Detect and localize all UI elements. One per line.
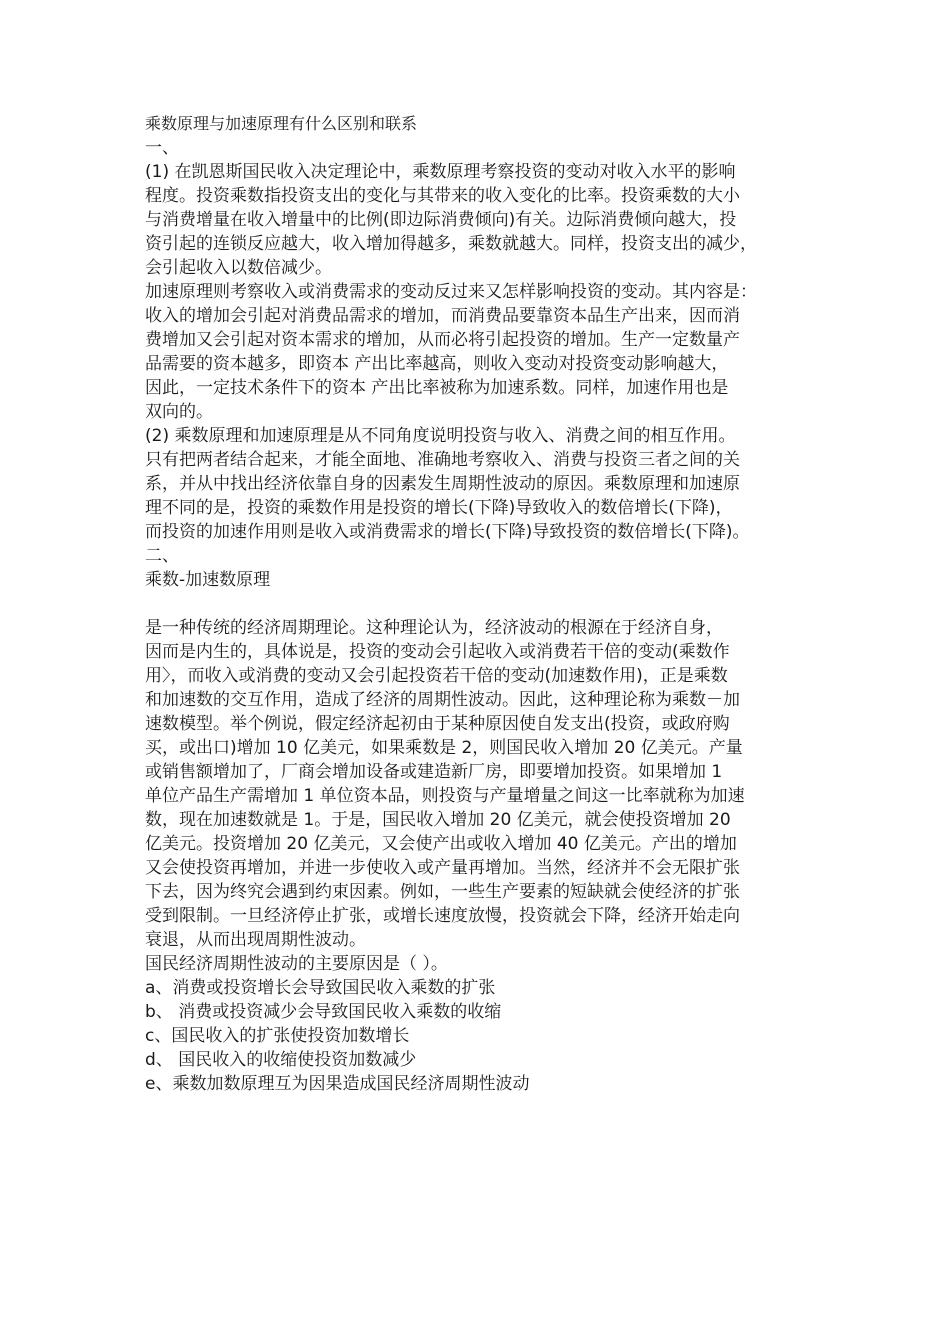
text-line: 会引起收入以数倍减少。: [145, 258, 332, 278]
text-line: 或销售额增加了，厂商会增加设备或建造新厂房，即要增加投资。如果增加 1: [145, 762, 723, 782]
section-2-paragraph: [145, 616, 835, 952]
section-1-paragraph-2: [145, 280, 835, 424]
text-line: 双向的。: [145, 402, 213, 422]
text-line: 资引起的连锁反应越大，收入增加得越多，乘数就越大。同样，投资支出的减少，: [145, 234, 757, 254]
option-a: a、消费或投资增长会导致国民收入乘数的扩张: [145, 978, 496, 998]
text-line: 又会使投资再增加，并进一步使收入或产量再增加。当然，经济并不会无限扩张: [145, 858, 740, 878]
text-line: 衰退，从而出现周期性波动。: [145, 930, 366, 950]
section-1-heading: 一、: [145, 138, 179, 158]
option-b: b、 消费或投资减少会导致国民收入乘数的收缩: [145, 1002, 502, 1022]
text-line: 加速原理则考察收入或消费需求的变动反过来又怎样影响投资的变动。其内容是：: [145, 282, 757, 302]
text-line: 理不同的是，投资的乘数作用是投资的增长(下降)导致收入的数倍增长(下降)，: [145, 498, 733, 518]
text-line: 和加速数的交互作用，造成了经济的周期性波动。因此，这种理论称为乘数－加: [145, 690, 740, 710]
text-line: 程度。投资乘数指投资支出的变化与其带来的收入变化的比率。投资乘数的大小: [145, 186, 740, 206]
text-line: 而投资的加速作用则是收入或消费需求的增长(下降)导致投资的数倍增长(下降)。: [145, 522, 750, 542]
text-line: 品需要的资本越多，即资本 产出比率越高，则收入变动对投资变动影响越大，: [145, 354, 729, 374]
text-line: 与消费增量在收入增量中的比例(即边际消费倾向)有关。边际消费倾向越大，投: [145, 210, 737, 230]
text-line: 用〉，而收入或消费的变动又会引起投资若干倍的变动(加速数作用)，正是乘数: [145, 666, 728, 686]
text-line: 是一种传统的经济周期理论。这种理论认为，经济波动的根源在于经济自身，: [145, 618, 723, 638]
option-c: c、国民收入的扩张使投资加数增长: [145, 1026, 410, 1046]
text-line: 因而是内生的，具体说是，投资的变动会引起收入或消费若干倍的变动(乘数作: [145, 642, 730, 662]
text-line: 下去，因为终究会遇到约束因素。例如，一些生产要素的短缺就会使经济的扩张: [145, 882, 740, 902]
document-page: [145, 112, 835, 1096]
option-d: d、 国民收入的收缩使投资加数减少: [145, 1050, 417, 1070]
text-line: 只有把两者结合起来，才能全面地、准确地考察收入、消费与投资三者之间的关: [145, 450, 740, 470]
text-line: 因此，一定技术条件下的资本 产出比率被称为加速系数。同样，加速作用也是: [145, 378, 729, 398]
text-line: 亿美元。投资增加 20 亿美元，又会使产出或收入增加 40 亿美元。产出的增加: [145, 834, 737, 854]
section-2-heading: 二、: [145, 546, 179, 566]
section-1-paragraph-1: [145, 160, 835, 280]
text-line: 系，并从中找出经济依靠自身的因素发生周期性波动的原因。乘数原理和加速原: [145, 474, 740, 494]
question-options: [145, 976, 835, 1096]
text-line: 受到限制。一旦经济停止扩张，或增长速度放慢，投资就会下降，经济开始走向: [145, 906, 740, 926]
text-line: 买，或出口)增加 10 亿美元，如果乘数是 2，则国民收入增加 20 亿美元。产量: [145, 738, 743, 758]
document-title: 乘数原理与加速原理有什么区别和联系: [145, 114, 418, 133]
question-stem: 国民经济周期性波动的主要原因是（ ）。: [145, 954, 448, 974]
text-line: (2) 乘数原理和加速原理是从不同角度说明投资与收入、消费之间的相互作用。: [145, 426, 736, 446]
blank-line: [145, 592, 835, 616]
section-2-subheading: 乘数-加速数原理: [145, 570, 271, 590]
text-line: 速数模型。举个例说，假定经济起初由于某种原因使自发支出(投资，或政府购: [145, 714, 730, 734]
text-line: 费增加又会引起对资本需求的增加，从而必将引起投资的增加。生产一定数量产: [145, 330, 740, 350]
text-line: (1) 在凯恩斯国民收入决定理论中，乘数原理考察投资的变动对收入水平的影响: [145, 162, 736, 182]
text-line: 数，现在加速数就是 1。于是，国民收入增加 20 亿美元，就会使投资增加 20: [145, 810, 731, 830]
text-line: 单位产品生产需增加 1 单位资本品，则投资与产量增量之间这一比率就称为加速: [145, 786, 745, 806]
section-1-paragraph-3: [145, 424, 835, 544]
option-e: e、乘数加数原理互为因果造成国民经济周期性波动: [145, 1074, 530, 1094]
text-line: 收入的增加会引起对消费品需求的增加，而消费品要靠资本品生产出来，因而消: [145, 306, 740, 326]
